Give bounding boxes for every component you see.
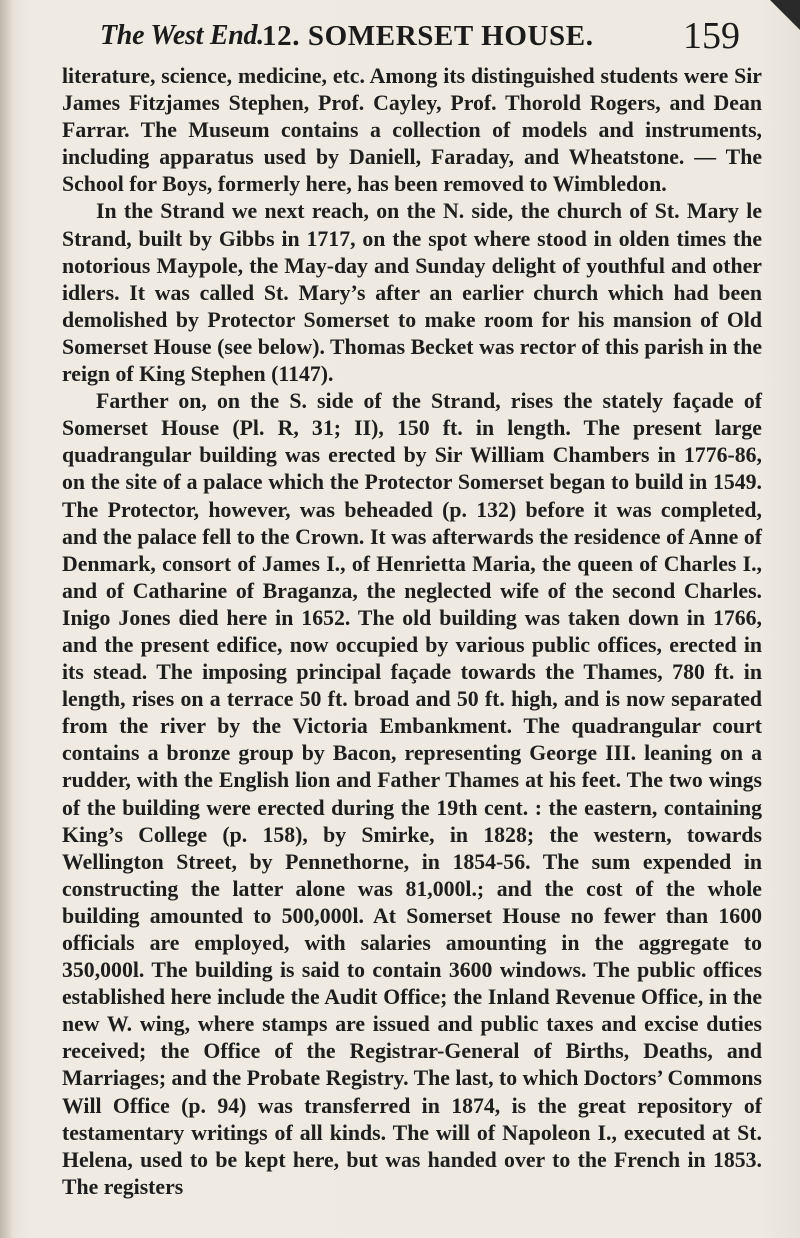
gutter-shadow (0, 0, 14, 1238)
paragraph-3: Farther on, on the S. side of the Strand, rises the stately façade of Somerset House (Pl. R, 31; II), 150 ft. in length. The present large quadrangular building was erected by Sir William Chambers in 1776-86, on the site of a palace which the Protector Somerset began to build in 1549. The Protector, however, was beheaded (p. 132) before it was completed, and the palace fell to the Crown. It was afterwards the residence of Anne of Denmark, consort of James I., of Henrietta Maria, the queen of Charles I., and of Catharine of Braganza, the neglected wife of the second Charles. Inigo Jones died here in 1652. The old building was taken down in 1766, and the present edifice, now occupied by various public offices, erected in its stead. The imposing principal façade towards the Thames, 780 ft. in length, rises on a terrace 50 ft. broad and 50 ft. high, and is now separated from the river by the Victoria Embankment. The quadrangular court contains a bronze group by Bacon, representing George III. leaning on a rudder, with the English lion and Father Thames at his feet. The two wings of the building were erected during the 19th cent. : the eastern, containing King’s College (p. 158), by Smirke, in 1828; the western, towards Wellington Street, by Pennethorne, in 1854-56. The sum expended in constructing the latter alone was 81,000l.; and the cost of the whole building amounted to 500,000l. At Somerset House no fewer than 1600 officials are employed, with salaries amounting in the aggregate to 350,000l. The building is said to contain 3600 windows. The public offices established here include the Audit Office; the Inland Revenue Office, in the new W. wing, where stamps are issued and public taxes and excise duties received; the Office of the Registrar-General of Births, Deaths, and Marriages; and the Probate Registry. The last, to which Doctors’ Commons Will Office (p. 94) was transferred in 1874, is the great repository of testamentary writings of all kinds. The will of Napoleon I., executed at St. Helena, used to be kept here, but was handed over to the French in 1853. The registers (62, 389, 762, 1199)
paragraph-2: In the Strand we next reach, on the N. side, the church of St. Mary le Strand, built by Gibbs in 1717, on the spot where stood in olden times the notorious Maypole, the May-day and Sunday delight of youthful and other idlers. It was called St. Mary’s after an earlier church which had been demolished by Protector Somerset to make room for his mansion of Old Somerset House (see below). Thomas Becket was rector of this parish in the reign of King Stephen (1147). (62, 199, 762, 387)
body-text (62, 63, 762, 1201)
page-number: 159 (683, 15, 740, 57)
paragraph-1: literature, science, medicine, etc. Among its distinguished students were Sir James Fitzjames Stephen, Prof. Cayley, Prof. Thorold Rogers, and Dean Farrar. The Museum contains a collection of models and instruments, including apparatus used by Daniell, Faraday, and Wheatstone. — The School for Boys, formerly here, has been removed to Wimbledon. (62, 64, 762, 197)
page-header (62, 14, 762, 60)
page-corner-mark (770, 0, 800, 30)
section-title: 12. SOMERSET HOUSE. (262, 20, 594, 52)
running-head: The West End. (100, 20, 264, 51)
